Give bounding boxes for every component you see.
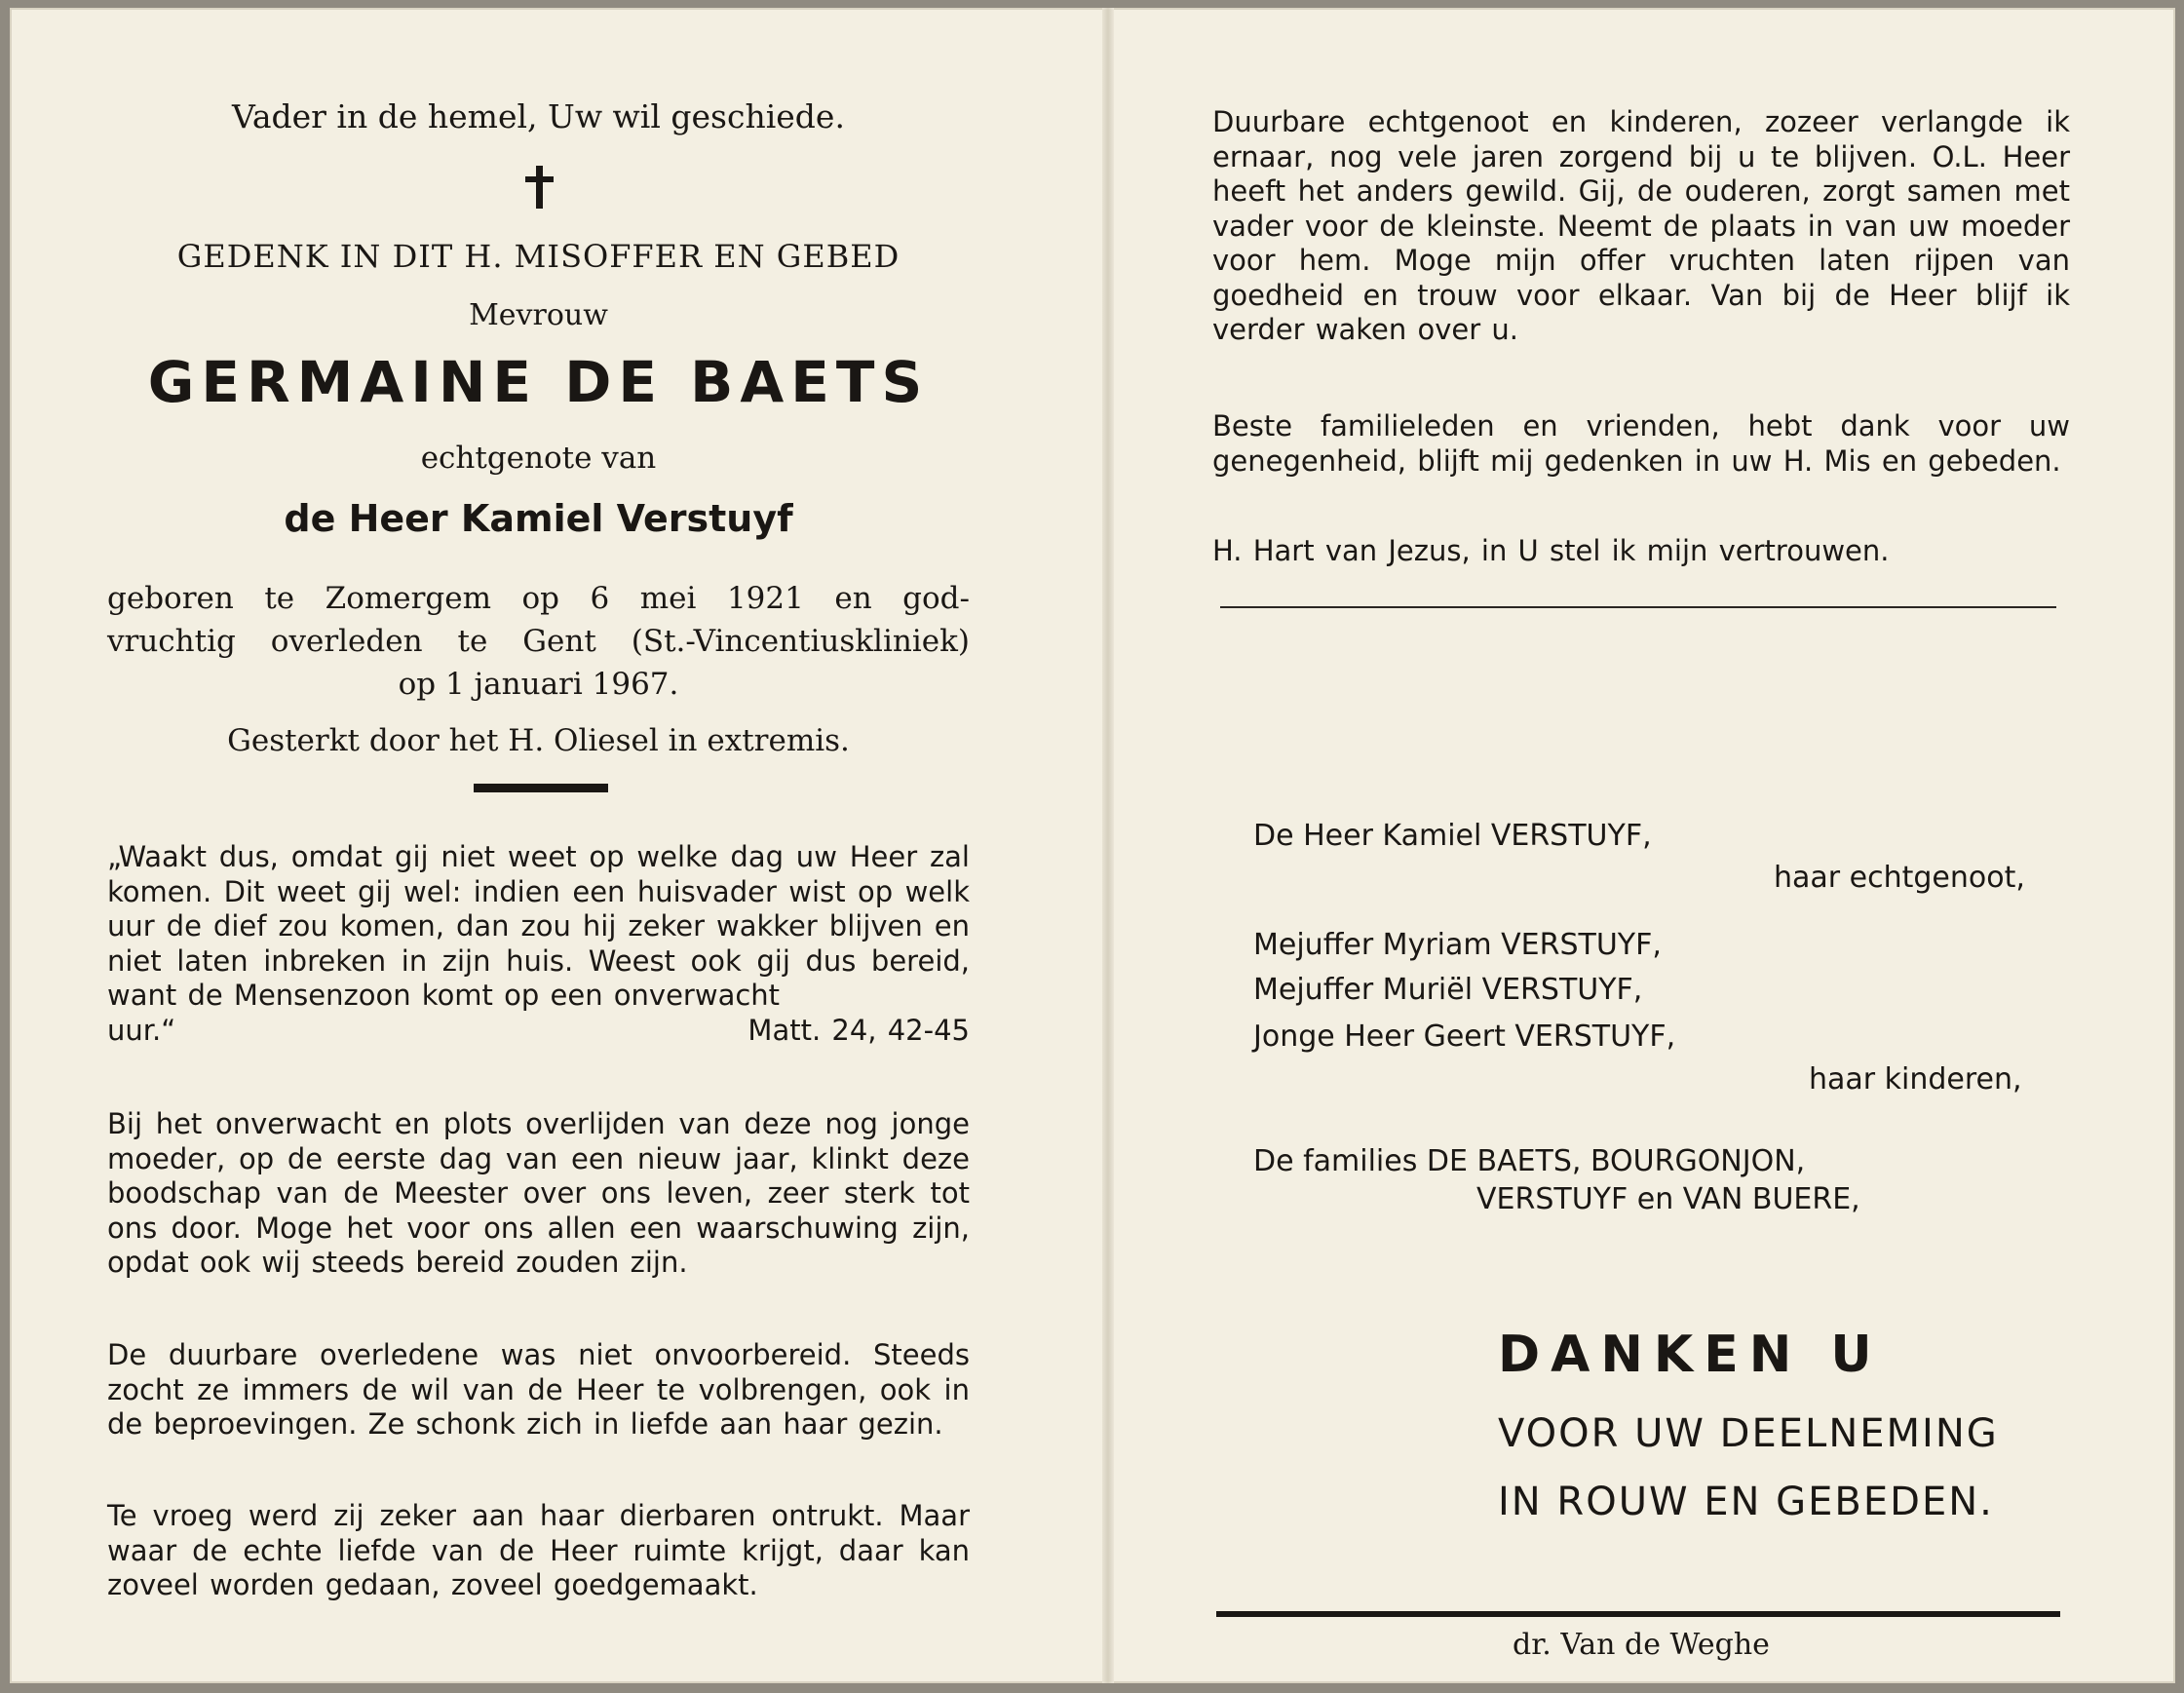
- right-page: [1212, 8, 2070, 1683]
- birth-line-1: geboren te Zomergem op 6 mei 1921 en god-: [107, 581, 970, 616]
- quote-ending: [107, 1014, 970, 1049]
- printer-credit: dr. Van de Weghe: [1513, 1628, 1770, 1662]
- scripture-quote: [107, 840, 970, 1048]
- thanks-to-family: Beste familieleden en vrienden, hebt dank voor uw genegenheid, blijft mij gedenken in uw H. Mis en gebeden.: [1212, 409, 2070, 478]
- spouse-of-label: echtgenote van: [420, 441, 657, 476]
- quote-end: uur.“: [107, 1013, 176, 1047]
- mourner-child-2: Mejuffer Muriël VERSTUYF,: [1253, 973, 1643, 1007]
- mourner-families-2: VERSTUYF en VAN BUERE,: [1476, 1182, 1860, 1216]
- birth-line-3: op 1 januari 1967.: [398, 667, 679, 702]
- remembrance-heading: GEDENK IN DIT H. MISOFFER EN GEBED: [176, 238, 900, 275]
- birth-line-2: vruchtig overleden te Gent (St.-Vincentiuskliniek): [107, 624, 970, 659]
- husband-role: haar echtgenoot,: [1774, 861, 2025, 895]
- paragraph-3: De duurbare overledene was niet onvoorbereid. Steeds zocht ze immers de wil van de Heer te volbrengen, ook in de beproevingen. Ze schonk zich in liefde aan haar gezin.: [107, 1338, 970, 1441]
- sacrament-line: Gesterkt door het H. Oliesel in extremis.: [227, 723, 850, 758]
- thanks-line-2: IN ROUW EN GEBEDEN.: [1498, 1480, 1994, 1524]
- divider-bar: [474, 784, 608, 792]
- thanks-line-1: VOOR UW DEELNEMING: [1498, 1411, 1999, 1456]
- deceased-name: GERMAINE DE BAETS: [147, 349, 930, 415]
- mourner-husband: De Heer Kamiel VERSTUYF,: [1253, 819, 1652, 853]
- mourner-child-1: Mejuffer Myriam VERSTUYF,: [1253, 928, 1662, 962]
- left-page: [107, 8, 970, 1683]
- children-role: haar kinderen,: [1809, 1062, 2022, 1097]
- cross-icon: [536, 166, 543, 209]
- birth-death-details: [107, 577, 970, 706]
- mourner-families-1: De families DE BAETS, BOURGONJON,: [1253, 1144, 1806, 1178]
- mourner-child-3: Jonge Heer Geert VERSTUYF,: [1253, 1020, 1676, 1054]
- thanks-heading: DANKEN U: [1498, 1326, 1883, 1384]
- paragraph-2: Bij het onverwacht en plots overlijden van deze nog jonge moeder, op de eerste dag van een nieuw jaar, klinkt deze boodschap van de Meester over ons leven, zeer sterk tot ons door. Moge het voor ons allen een waarschuwing zijn, opdat ook wij steeds bereid zouden zijn.: [107, 1107, 970, 1279]
- opening-prayer: Vader in de hemel, Uw wil geschiede.: [232, 97, 845, 135]
- husband-name: de Heer Kamiel Verstuyf: [284, 497, 793, 540]
- card-fold: [1102, 8, 1114, 1683]
- farewell-message: Duurbare echtgenoot en kinderen, zozeer verlangde ik ernaar, nog vele jaren zorgend bij u te blijven. O.L. Heer heeft het anders gewild. Gij, de ouderen, zorgt samen met vader voor de kleinste. Neemt de plaats in van uw moeder voor hem. Moge mijn offer vruchten laten rijpen van goedheid en trouw voor elkaar. Van bij de Heer blijf ik verder waken over u.: [1212, 105, 2070, 346]
- quote-reference: Matt. 24, 42-45: [747, 1013, 970, 1047]
- honorific: Mevrouw: [469, 298, 608, 332]
- closing-prayer: H. Hart van Jezus, in U stel ik mijn vertrouwen.: [1212, 534, 1890, 567]
- memorial-card: [10, 8, 2175, 1683]
- bottom-bar: [1216, 1611, 2060, 1617]
- quote-text: „Waakt dus, omdat gij niet weet op welke dag uw Heer zal komen. Dit weet gij wel: indien een huisvader wist op welk uur de dief zou komen, dan zou hij zeker wakker blijven en niet laten inbreken in zijn huis. Weest ook gij dus bereid, want de Mensenzoon komt op een onverwacht: [107, 840, 970, 1012]
- horizontal-rule: [1220, 606, 2056, 608]
- paragraph-4: Te vroeg werd zij zeker aan haar dierbaren ontrukt. Maar waar de echte liefde van de Heer ruimte krijgt, daar kan zoveel worden gedaan, zoveel goedgemaakt.: [107, 1499, 970, 1601]
